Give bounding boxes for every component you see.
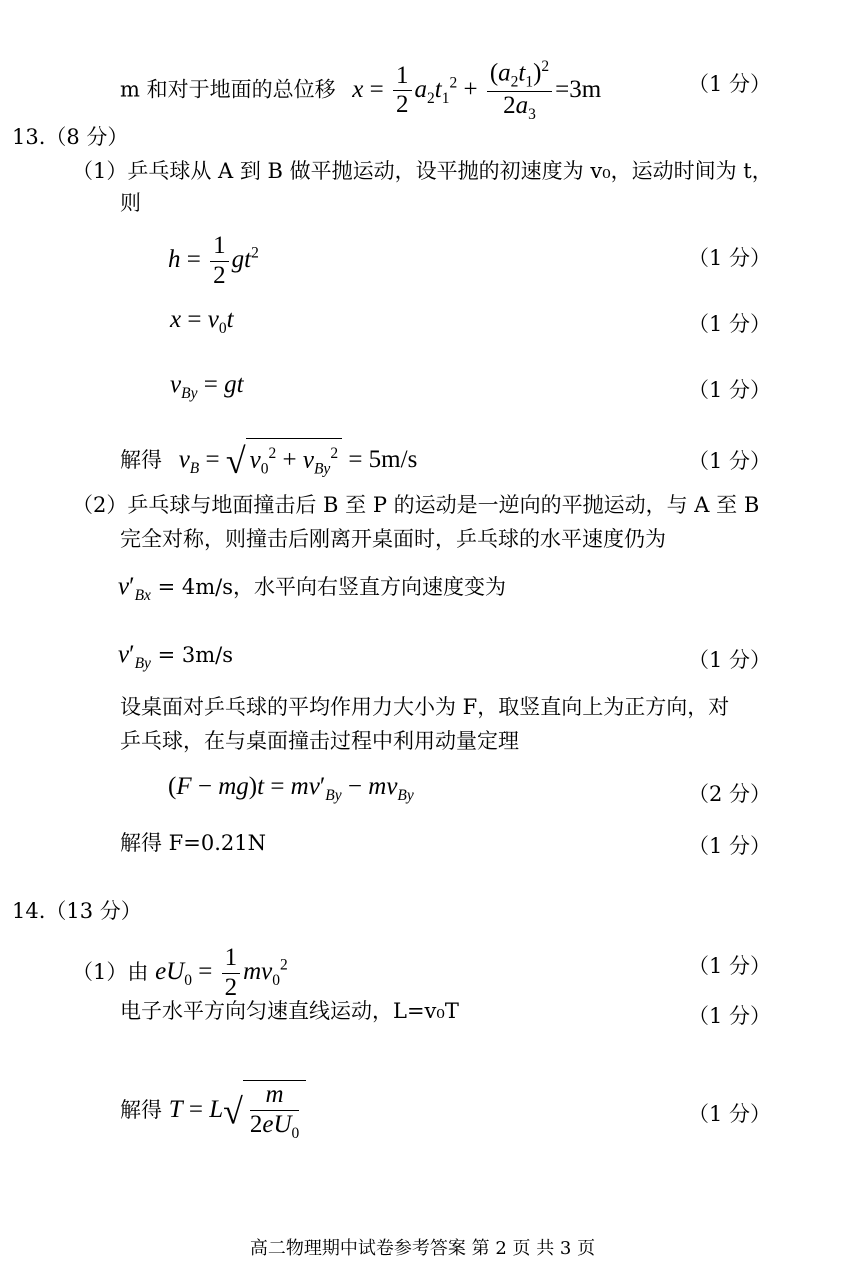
q14-part1-prefix: （1）由 [72,959,149,984]
vb-score: （1 分） [688,449,772,473]
eq-horizontal: $x = v_0t$ [170,306,234,337]
vbx-symbol: $v'_{Bx}$ [118,573,151,604]
force-score: （1 分） [688,834,772,858]
vby-value: = 3m/s [157,643,234,667]
solve-label: 解得 [120,447,162,472]
q14-part1-score: （1 分） [688,954,772,978]
q14-part1 [72,944,288,1003]
q13-part3-line2: 乒乓球，在与桌面撞击过程中利用动量定理 [120,729,519,753]
energy-equation: $eU_0$ = $\frac{1}{2}$ $mv_0^2$ [155,944,288,1001]
period-result [120,1080,306,1143]
vbx-value: = 4m/s，水平向右竖直方向速度变为 [157,575,507,599]
period-result-label: 解得 [120,1098,162,1123]
eq-height-score: （1 分） [688,246,772,270]
q14-part1-line2-score: （1 分） [688,1004,772,1028]
vbx-line [118,572,506,611]
eq-horizontal-score: （1 分） [688,312,772,336]
q13-part2-line1: （2）乒乓球与地面撞击后 B 至 P 的运动是一逆向的平抛运动，与 A 至 B [72,493,760,517]
momentum-score: （2 分） [688,782,772,806]
eq-vertical-velocity: $v_{By}$ = gt [170,371,244,402]
q13-heading: 13.（8 分） [12,125,129,149]
vby-symbol: $v'_{By}$ [118,641,151,672]
top-score: （1 分） [688,72,772,96]
q13-part3-line1: 设桌面对乒乓球的平均作用力大小为 F，取竖直向上为正方向，对 [120,695,730,719]
displacement-formula: x = $\frac{1}{2}$ $a_2t_1^2$ + $\frac{(a_2t_1)^2}{2a_3}$ =3m [352,58,602,124]
q13-part1-line2: 则 [120,191,141,215]
total-displacement-line [120,58,601,124]
eq-height: h = $\frac{1}{2}$ $gt^2$ [168,232,259,289]
vb-result: = 5m/s [348,445,418,473]
vby-score: （1 分） [688,648,772,672]
q14-part1-line2: 电子水平方向匀速直线运动，L=v₀T [120,999,459,1023]
vby-line [118,640,233,679]
eq-vertical-velocity-score: （1 分） [688,378,772,402]
period-formula: T = L√ $\frac{m}{2eU_0}$ [169,1096,307,1123]
q13-part2-line2: 完全对称，则撞击后刚离开桌面时，乒乓球的水平速度仍为 [120,527,666,551]
force-result: 解得 F=0.21N [120,831,266,855]
vb-solution [120,438,417,484]
period-score: （1 分） [688,1102,772,1126]
page-footer: 高二物理期中试卷参考答案 第 2 页 共 3 页 [249,1238,596,1259]
q14-heading: 14.（13 分） [12,899,142,923]
vb-formula: $v_B$ = √ $v_0^2 + v_{By}^2$ [179,446,349,473]
total-displacement-label: m 和对于地面的总位移 [120,77,336,102]
q13-part1-line1: （1）乒乓球从 A 到 B 做平抛运动，设平抛的初速度为 v₀，运动时间为 t， [72,159,773,183]
momentum-equation: $(F - mg)t = mv'_{By} - mv_{By}$ [168,773,414,804]
